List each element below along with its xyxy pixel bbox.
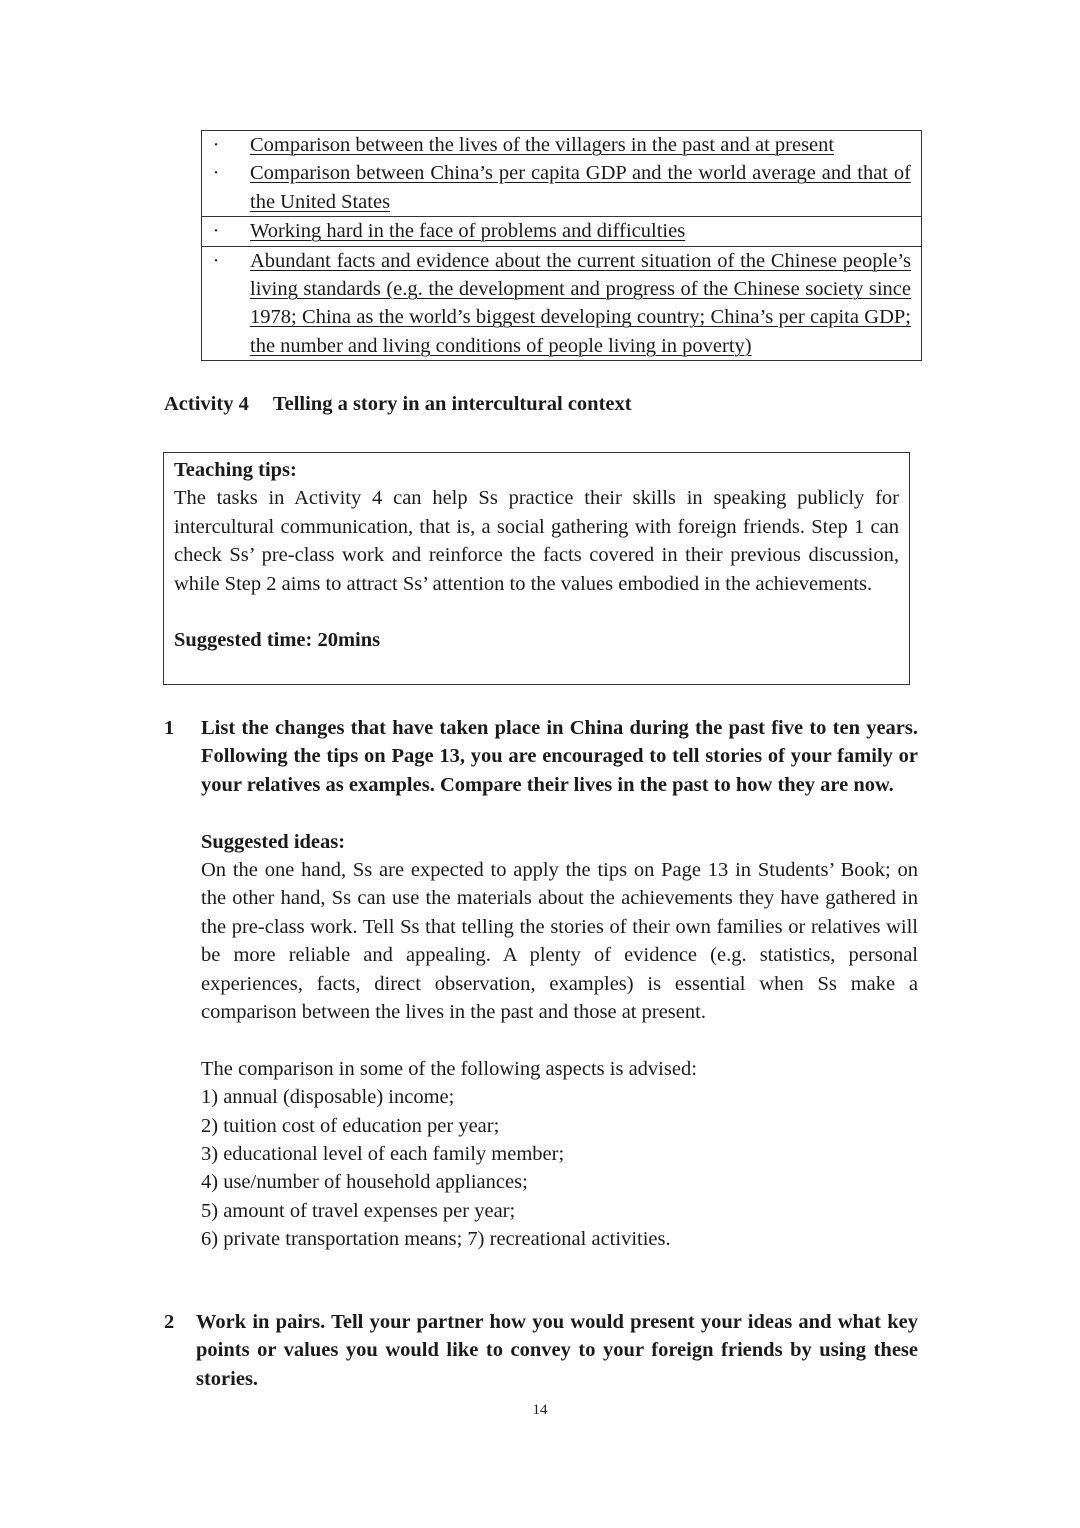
table-cell [202,246,922,361]
bullet-text: Comparison between the lives of the villagers in the past and at present [250,134,835,156]
table-cell [202,131,922,217]
bullet-item [202,159,921,216]
step-number: 1 [164,717,175,739]
table-row [202,246,922,361]
bullet-text: Comparison between China’s per capita GDP and the world average and that of the United States [250,162,911,213]
step-number: 2 [164,1311,175,1333]
suggested-time: Suggested time: 20mins [174,629,381,652]
aspects-intro: The comparison in some of the following aspects is advised: [201,1057,697,1080]
page-number: 14 [532,1402,548,1418]
bullet-dot: · [212,249,220,272]
tips-body: The tasks in Activity 4 can help Ss practice their skills in speaking publicly for intercultural communication, that is, a social gathering with foreign friends. Step 1 can check Ss’ pre-class work and reinforce the facts covered in their previous discussion, while Step 2 aims to attract Ss’ attention to the values embodied in the achievements. [174,487,899,595]
table-row [202,217,922,246]
list-item: 4) use/number of household appliances; [201,1171,528,1194]
list-item: 1) annual (disposable) income; [201,1086,455,1109]
activity-title: Telling a story in an intercultural context [272,393,632,415]
ideas-label: Suggested ideas: [201,830,346,853]
bullet-dot: · [212,220,220,243]
step-1 [164,714,918,1254]
ideas-body: On the one hand, Ss are expected to apply the tips on Page 13 in Students’ Book; on the other hand, Ss can use the materials about the achievements they have gathered in the pre-class work. Tell Ss that telling the stories of their own families or relatives will be more reliable and appealing. A plenty of evidence (e.g. statistics, personal experiences, facts, direct observation, examples) is essential when Ss make a comparison between the lives in the past and those at present. [201,859,918,1024]
activity-number: Activity 4 [164,393,249,415]
bullet-item [202,247,921,361]
step-content [196,1308,918,1393]
bullet-item [202,217,921,245]
bullet-item [202,131,921,159]
evidence-table [201,130,922,361]
step-instruction: List the changes that have taken place in China during the past five to ten years. Following the tips on Page 13, you are encouraged to tell stories of your family or your relatives as examples. Compare their lives in the past to how they are now. [201,717,918,796]
list-item: 5) amount of travel expenses per year; [201,1199,516,1222]
activity-heading [164,390,632,418]
bullet-dot: · [212,134,220,156]
step-content [201,714,918,1254]
step-2 [164,1308,918,1393]
bullet-dot: · [212,162,220,185]
bullet-text: Abundant facts and evidence about the current situation of the Chinese people’s living standards (e.g. the development and progress of the Chinese society since 1978; China as the world’s biggest developing country; China’s per capita GDP; the number and living conditions of people living in poverty) [250,249,911,357]
bullet-text: Working hard in the face of problems and difficulties [250,220,686,243]
table-cell [202,217,922,246]
list-item: 6) private transportation means; 7) recreational activities. [201,1228,671,1251]
tips-label: Teaching tips: [174,459,297,481]
step-instruction: Work in pairs. Tell your partner how you would present your ideas and what key points or values you would like to convey to your foreign friends by using these stories. [196,1311,918,1390]
list-item: 2) tuition cost of education per year; [201,1114,500,1137]
list-item: 3) educational level of each family member; [201,1143,565,1166]
teaching-tips-box [163,452,910,685]
table-row [202,131,922,217]
